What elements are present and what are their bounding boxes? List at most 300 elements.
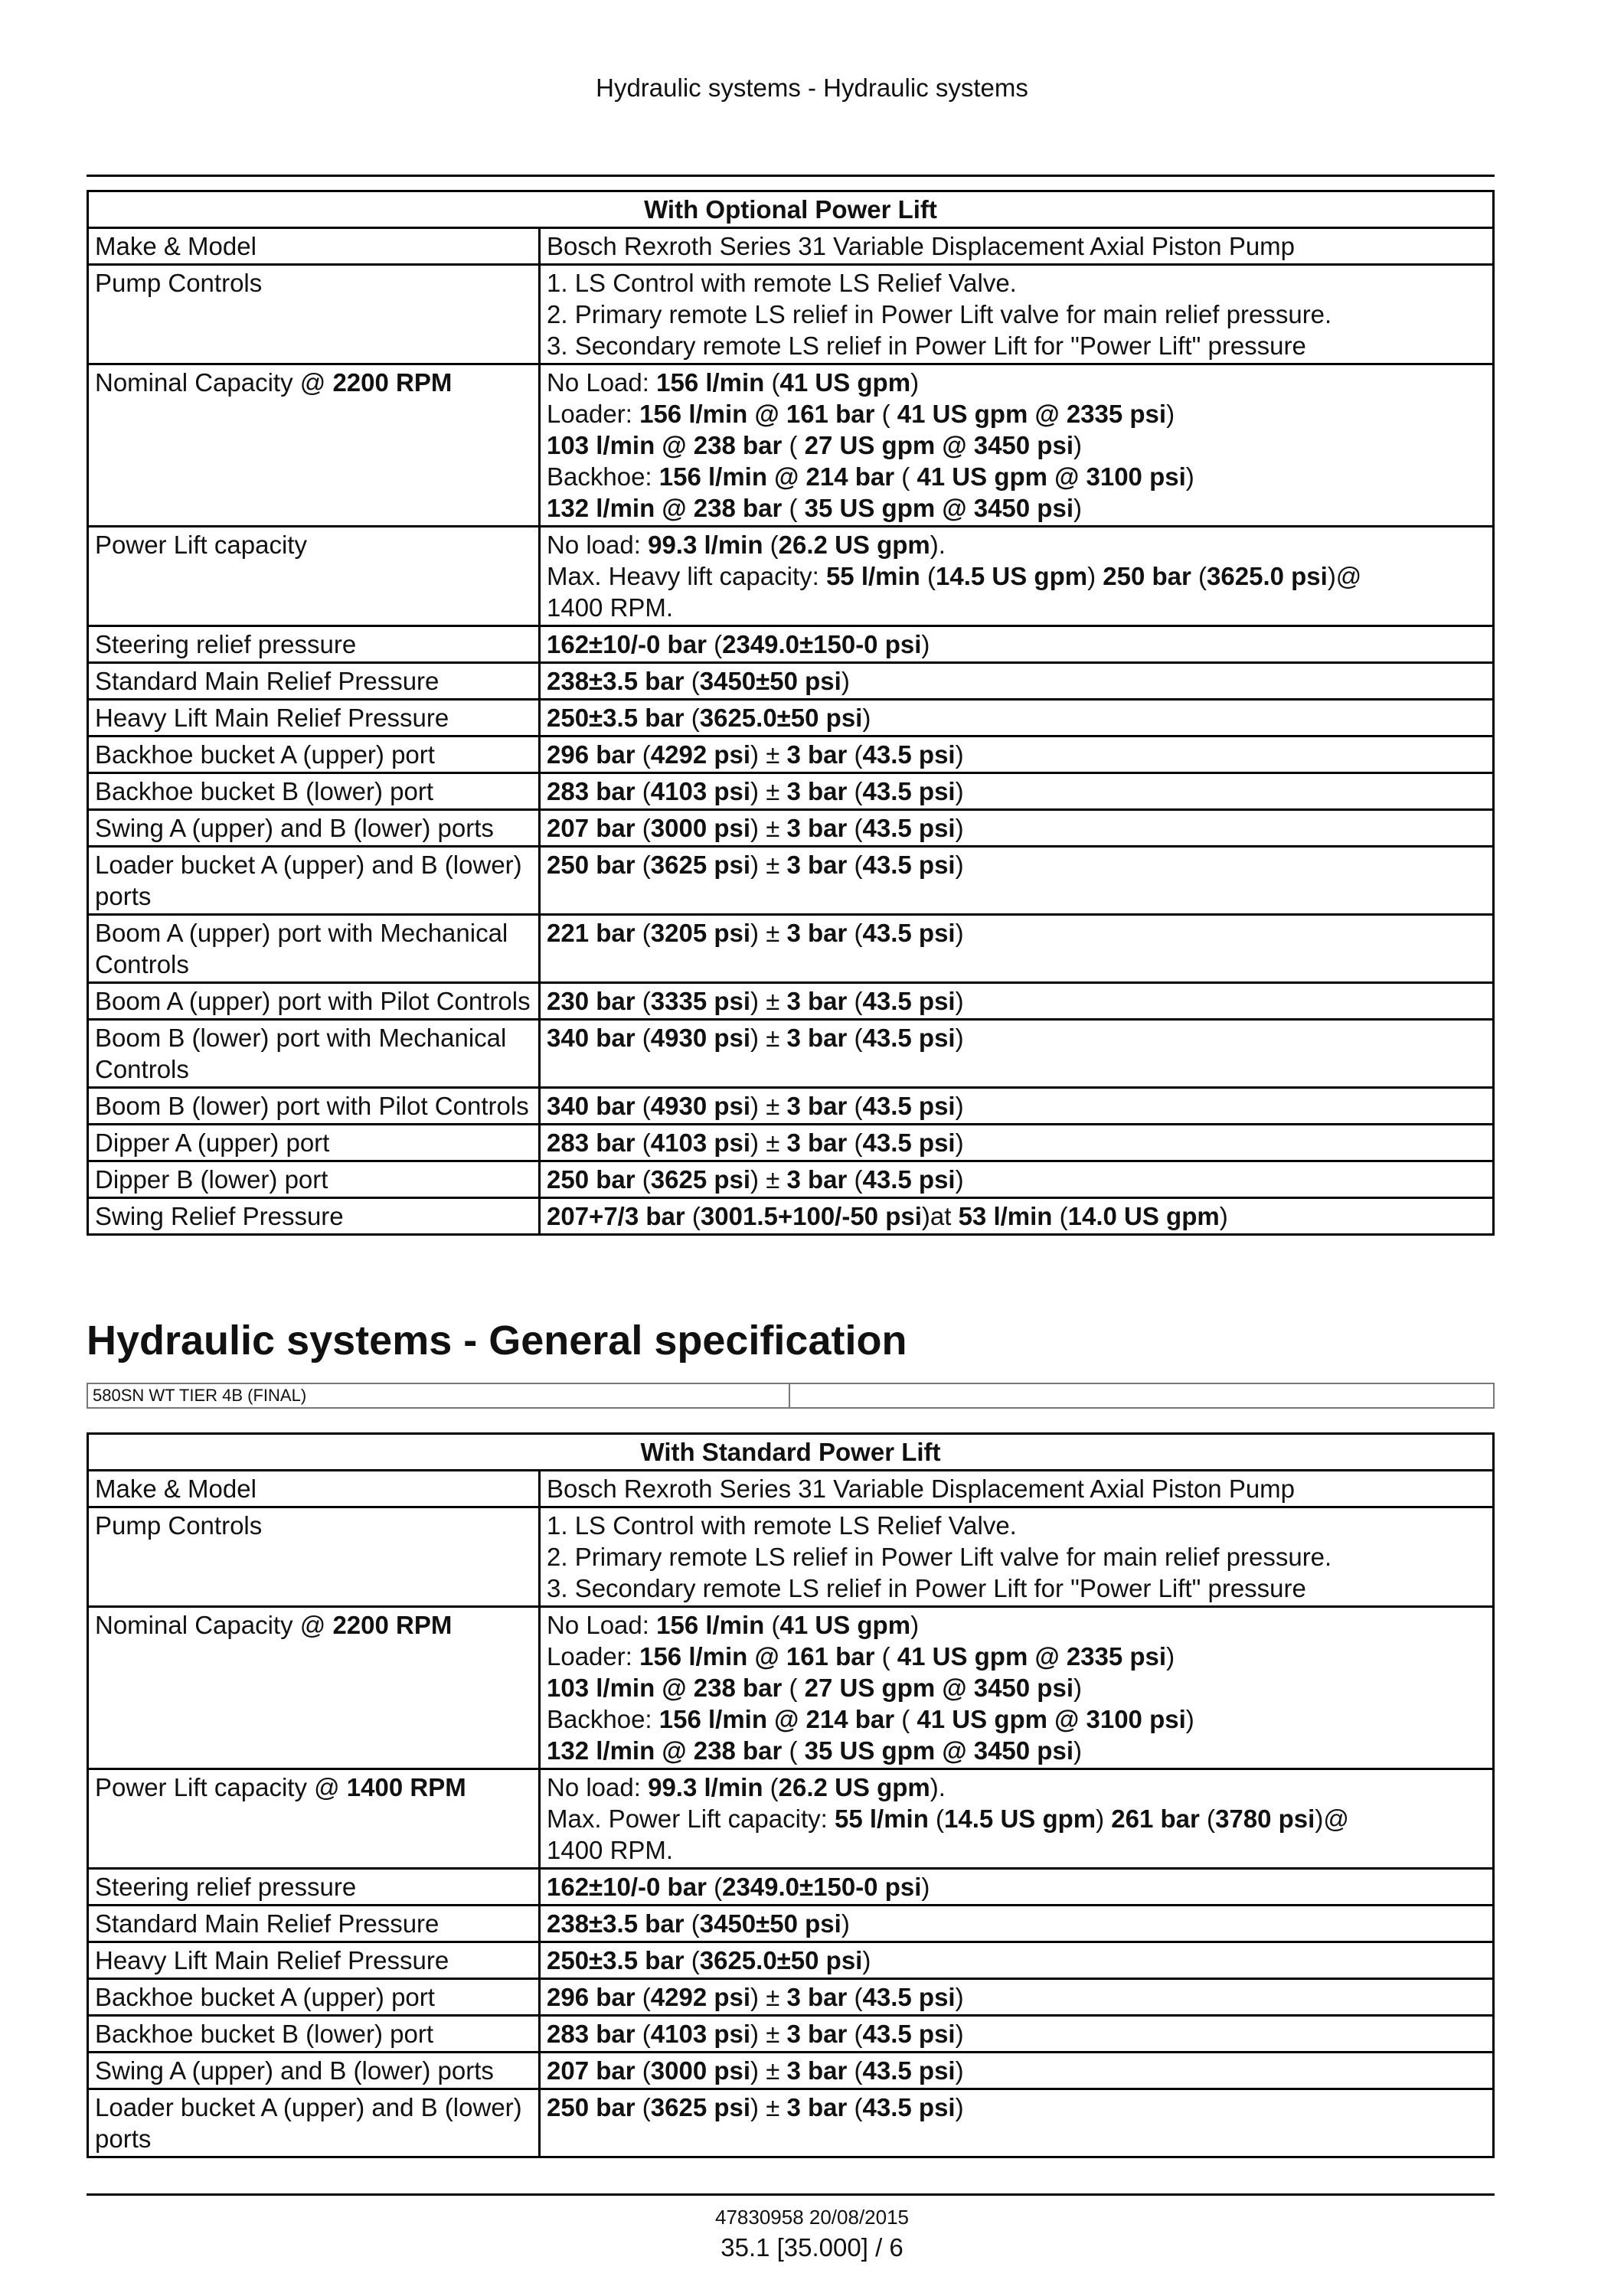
value-text: ) [841, 1909, 850, 1938]
value-text: ( [782, 431, 805, 459]
row-label: Pump Controls [88, 1507, 540, 1607]
value-text: ( [847, 1024, 863, 1052]
value-line [547, 592, 1486, 623]
value-text: 1. LS Control with remote LS Relief Valve. [547, 1511, 1017, 1540]
value-text: 3 bar [786, 740, 848, 769]
value-line [547, 1772, 1486, 1803]
value-text: ) ± [750, 2093, 787, 2121]
table-row [88, 1198, 1494, 1235]
value-line [547, 1473, 1486, 1504]
value-text: 207 bar [547, 814, 636, 842]
value-text: ( [685, 1202, 701, 1230]
row-value [540, 1088, 1494, 1125]
value-text: 41 US gpm @ 3100 psi [917, 462, 1186, 491]
table-row [88, 1471, 1494, 1507]
value-line [547, 267, 1486, 299]
value-text: 43.5 psi [862, 919, 956, 947]
value-text: 296 bar [547, 740, 636, 769]
model-strip [87, 1383, 1495, 1409]
value-text: ( [684, 667, 700, 695]
row-label: Swing A (upper) and B (lower) ports [88, 2053, 540, 2089]
footer-doc-ref: 47830958 20/08/2015 [714, 2206, 910, 2229]
row-value [540, 1869, 1494, 1906]
value-text: ( [684, 704, 700, 732]
value-text: 43.5 psi [862, 987, 956, 1015]
value-text: ) [955, 2093, 964, 2121]
value-text: 250±3.5 bar [547, 704, 685, 732]
value-text: 261 bar [1111, 1804, 1200, 1833]
table-row [88, 847, 1494, 915]
value-text: 35 US gpm @ 3450 psi [804, 494, 1073, 522]
value-text: 41 US gpm @ 2335 psi [897, 400, 1167, 428]
row-label: Swing Relief Pressure [88, 1198, 540, 1235]
value-text: ( [894, 1705, 917, 1733]
value-text: ) [910, 1611, 920, 1639]
value-text: 43.5 psi [862, 1128, 956, 1157]
label-text: Nominal Capacity @ [95, 368, 333, 397]
value-text: ( [920, 562, 936, 590]
table-row [88, 1869, 1494, 1906]
row-value [540, 1125, 1494, 1161]
value-text: 43.5 psi [862, 740, 956, 769]
value-text: ) [955, 2020, 964, 2048]
label-text: Power Lift capacity @ [95, 1773, 347, 1801]
value-text: 55 l/min [825, 562, 920, 590]
value-text: 53 l/min [958, 1202, 1053, 1230]
row-label: Steering relief pressure [88, 626, 540, 663]
row-value [540, 265, 1494, 364]
value-text: ) [955, 851, 964, 879]
row-label: Heavy Lift Main Relief Pressure [88, 1942, 540, 1979]
value-text: 1. LS Control with remote LS Relief Valve. [547, 269, 1017, 297]
value-text: 103 l/min @ 238 bar [547, 1674, 783, 1702]
value-text: 99.3 l/min [648, 1773, 763, 1801]
value-line [547, 2018, 1486, 2049]
value-text: ) [955, 814, 964, 842]
value-text: ( [847, 2020, 863, 2048]
value-text: ) [955, 1983, 964, 2011]
value-text: 296 bar [547, 1983, 636, 2011]
value-text: ) [1219, 1202, 1228, 1230]
value-text: ) [955, 1024, 964, 1052]
value-text: 250±3.5 bar [547, 1946, 685, 1974]
value-text: 27 US gpm @ 3450 psi [804, 431, 1073, 459]
value-text: ( [782, 1736, 805, 1765]
table-row [88, 736, 1494, 773]
value-text: 41 US gpm @ 2335 psi [897, 1642, 1167, 1671]
row-label: Backhoe bucket B (lower) port [88, 2016, 540, 2053]
value-text: ( [847, 1165, 863, 1194]
value-text: ) [955, 1128, 964, 1157]
table-row [88, 1088, 1494, 1125]
value-text: 3000 psi [650, 814, 751, 842]
value-text: ( [847, 919, 863, 947]
value-line [547, 461, 1486, 492]
value-text: 283 bar [547, 1128, 636, 1157]
value-text: 3 bar [786, 1983, 848, 2011]
value-text: ) [1073, 1674, 1082, 1702]
value-text: Max. Heavy lift capacity: [547, 562, 826, 590]
value-text: No Load: [547, 368, 657, 397]
value-text: ( [1199, 1804, 1216, 1833]
value-line [547, 1573, 1486, 1604]
value-line [547, 629, 1486, 660]
label-text: 1400 RPM [346, 1773, 466, 1801]
row-value [540, 847, 1494, 915]
value-text: 3335 psi [650, 987, 751, 1015]
value-text: 43.5 psi [862, 1092, 956, 1120]
value-text: ( [1052, 1202, 1068, 1230]
row-label: Boom B (lower) port with Pilot Controls [88, 1088, 540, 1125]
value-text: ( [635, 851, 651, 879]
value-text: ( [847, 777, 863, 805]
value-text: ) [1166, 1642, 1175, 1671]
value-text: Max. Power Lift capacity: [547, 1804, 835, 1833]
value-text: ( [847, 740, 863, 769]
value-text: 35 US gpm @ 3450 psi [804, 1736, 1073, 1765]
row-value [540, 626, 1494, 663]
value-text: ( [928, 1804, 945, 1833]
value-text: 156 l/min [656, 368, 765, 397]
row-label: Boom A (upper) port with Mechanical Controls [88, 915, 540, 983]
row-value [540, 1020, 1494, 1088]
value-text: ( [763, 1773, 779, 1801]
value-line [547, 2092, 1486, 2123]
value-text: ( [684, 1946, 700, 1974]
standard-power-lift-table [87, 1432, 1495, 2158]
table-row [88, 1769, 1494, 1869]
row-label: Dipper A (upper) port [88, 1125, 540, 1161]
value-text: 3000 psi [650, 2056, 751, 2085]
row-label: Loader bucket A (upper) and B (lower) ports [88, 847, 540, 915]
value-text: ( [706, 630, 723, 658]
value-text: 3001.5+100/-50 psi [700, 1202, 922, 1230]
value-text: 43.5 psi [862, 1983, 956, 2011]
value-text: ( [894, 462, 917, 491]
value-text: 2349.0±150-0 psi [722, 630, 922, 658]
value-text: Bosch Rexroth Series 31 Variable Displacement Axial Piston Pump [547, 1475, 1296, 1503]
value-text: 26.2 US gpm [778, 1773, 930, 1801]
value-text: ) ± [750, 1092, 787, 1120]
row-value [540, 700, 1494, 736]
row-value [540, 1161, 1494, 1198]
value-text: 3 bar [786, 2093, 848, 2121]
row-label: Steering relief pressure [88, 1869, 540, 1906]
value-text: ( [764, 368, 780, 397]
value-line [547, 812, 1486, 844]
table-row [88, 1020, 1494, 1088]
value-text: 3625 psi [650, 2093, 751, 2121]
value-text: 4103 psi [650, 2020, 751, 2048]
value-text: 43.5 psi [862, 851, 956, 879]
table-row [88, 2089, 1494, 2157]
value-line [547, 367, 1486, 398]
value-text: ( [847, 1128, 863, 1157]
value-line [547, 1908, 1486, 1939]
value-line [547, 330, 1486, 361]
value-text: 27 US gpm @ 3450 psi [804, 1674, 1073, 1702]
section-title: Hydraulic systems - General specification [87, 1318, 907, 1364]
table-title: With Standard Power Lift [88, 1434, 1494, 1471]
table-row [88, 1507, 1494, 1607]
table-row [88, 983, 1494, 1020]
value-text: 3780 psi [1215, 1804, 1315, 1833]
value-text: 14.5 US gpm [936, 562, 1088, 590]
value-text: ( [847, 1983, 863, 2011]
value-text: 162±10/-0 bar [547, 630, 707, 658]
table-row [88, 2053, 1494, 2089]
table-row [88, 265, 1494, 364]
row-label [88, 1607, 540, 1769]
model-name: 580SN WT TIER 4B (FINAL) [88, 1384, 790, 1407]
value-text: ( [635, 814, 651, 842]
value-text: 4292 psi [650, 1983, 751, 2011]
row-label [88, 364, 540, 527]
value-line [547, 1834, 1486, 1866]
value-text: 156 l/min @ 214 bar [658, 462, 895, 491]
row-value [540, 2089, 1494, 2157]
row-value [540, 1471, 1494, 1507]
value-line [547, 529, 1486, 560]
row-label: Make & Model [88, 1471, 540, 1507]
value-line [547, 1641, 1486, 1672]
value-text: 250 bar [1103, 562, 1191, 590]
value-text: )@ [1327, 562, 1362, 590]
label-text: 2200 RPM [332, 368, 453, 397]
value-text: ) [921, 630, 930, 658]
row-value [540, 1507, 1494, 1607]
table-row [88, 915, 1494, 983]
value-text: 99.3 l/min [648, 531, 763, 559]
label-text: 2200 RPM [332, 1611, 453, 1639]
value-text: ( [782, 494, 805, 522]
value-text: 3 bar [786, 814, 848, 842]
value-text: 41 US gpm @ 3100 psi [917, 1705, 1186, 1733]
value-text: ( [847, 851, 863, 879]
value-text: ) [955, 740, 964, 769]
value-line [547, 849, 1486, 880]
value-text: ) [841, 667, 850, 695]
value-text: 250 bar [547, 851, 636, 879]
value-text: ( [706, 1873, 723, 1901]
value-line [547, 1609, 1486, 1641]
value-text: ( [847, 814, 863, 842]
value-text: ) ± [750, 740, 787, 769]
value-text: 156 l/min @ 161 bar [639, 400, 875, 428]
value-line [547, 429, 1486, 461]
value-text: 3625.0±50 psi [699, 1946, 863, 1974]
value-text: 283 bar [547, 777, 636, 805]
value-text: No Load: [547, 1611, 657, 1639]
value-text: 26.2 US gpm [778, 531, 930, 559]
value-text: ( [847, 987, 863, 1015]
value-text: ) ± [750, 1024, 787, 1052]
value-text: ) [1185, 1705, 1194, 1733]
value-text: ( [635, 2093, 651, 2121]
value-text: 4930 psi [650, 1092, 751, 1120]
value-text: 132 l/min @ 238 bar [547, 1736, 783, 1765]
value-text: 3205 psi [650, 919, 751, 947]
value-text: ) ± [750, 2056, 787, 2085]
value-line [547, 1672, 1486, 1703]
value-text: 2. Primary remote LS relief in Power Lift valve for main relief pressure. [547, 1543, 1332, 1571]
value-text: 132 l/min @ 238 bar [547, 494, 783, 522]
value-line [547, 1022, 1486, 1053]
row-value [540, 2016, 1494, 2053]
row-label: Backhoe bucket A (upper) port [88, 736, 540, 773]
row-value [540, 1607, 1494, 1769]
value-line [547, 985, 1486, 1017]
value-text: 43.5 psi [862, 777, 956, 805]
value-text: 41 US gpm [779, 368, 911, 397]
value-text: ( [782, 1674, 805, 1702]
value-text: Loader: [547, 400, 640, 428]
value-line [547, 2055, 1486, 2086]
row-value [540, 1198, 1494, 1235]
value-text: ( [764, 1611, 780, 1639]
value-text: ) [862, 1946, 871, 1974]
value-text: Bosch Rexroth Series 31 Variable Displacement Axial Piston Pump [547, 232, 1296, 260]
value-text: ) ± [750, 919, 787, 947]
value-text: 3 bar [786, 2020, 848, 2048]
value-text: ) ± [750, 1983, 787, 2011]
value-text: ) [1087, 562, 1103, 590]
row-label: Backhoe bucket B (lower) port [88, 773, 540, 810]
row-label: Loader bucket A (upper) and B (lower) ports [88, 2089, 540, 2157]
value-text: 2349.0±150-0 psi [722, 1873, 922, 1901]
table-row [88, 364, 1494, 527]
row-label: Pump Controls [88, 265, 540, 364]
value-text: ( [635, 740, 651, 769]
table-row [88, 1906, 1494, 1942]
value-text: )at [921, 1202, 959, 1230]
value-text: ) [1073, 494, 1082, 522]
row-value [540, 2053, 1494, 2089]
value-text: 3 bar [786, 1024, 848, 1052]
value-text: 14.0 US gpm [1067, 1202, 1220, 1230]
value-text: ( [635, 1092, 651, 1120]
value-line [547, 1981, 1486, 2013]
value-text: ( [635, 1983, 651, 2011]
value-line [547, 492, 1486, 524]
row-label: Standard Main Relief Pressure [88, 1906, 540, 1942]
value-text: ) ± [750, 1165, 787, 1194]
value-text: ) [1166, 400, 1175, 428]
value-text: 162±10/-0 bar [547, 1873, 707, 1901]
value-line [547, 1510, 1486, 1541]
value-text: ( [684, 1909, 700, 1938]
row-value [540, 1979, 1494, 2016]
value-text: )@ [1315, 1804, 1349, 1833]
value-line [547, 702, 1486, 733]
value-text: 4103 psi [650, 777, 751, 805]
value-text: ). [930, 1773, 946, 1801]
value-text: ) ± [750, 777, 787, 805]
value-text: 43.5 psi [862, 2093, 956, 2121]
table-row [88, 1607, 1494, 1769]
value-text: 3625 psi [650, 851, 751, 879]
value-text: 340 bar [547, 1092, 636, 1120]
table-row [88, 1979, 1494, 2016]
value-text: 3 bar [786, 919, 848, 947]
value-text: ). [930, 531, 946, 559]
value-text: Loader: [547, 1642, 640, 1671]
optional-power-lift-table [87, 190, 1495, 1236]
row-label: Boom B (lower) port with Mechanical Controls [88, 1020, 540, 1088]
value-text: ) [1096, 1804, 1112, 1833]
value-line [547, 1803, 1486, 1834]
value-text: Backhoe: [547, 462, 659, 491]
value-text: No load: [547, 531, 649, 559]
row-value [540, 736, 1494, 773]
value-text: ( [635, 1128, 651, 1157]
value-text: 4292 psi [650, 740, 751, 769]
value-line [547, 1200, 1486, 1232]
value-text: 283 bar [547, 2020, 636, 2048]
value-line [547, 299, 1486, 330]
value-text: 1400 RPM. [547, 1836, 674, 1864]
row-label: Dipper B (lower) port [88, 1161, 540, 1198]
page-header: Hydraulic systems - Hydraulic systems [596, 73, 1028, 102]
table-row [88, 527, 1494, 626]
value-text: ( [763, 531, 779, 559]
value-text: ) [1185, 462, 1194, 491]
value-text: No load: [547, 1773, 649, 1801]
value-text: ) [955, 2056, 964, 2085]
value-text: ) ± [750, 851, 787, 879]
value-text: ( [635, 2020, 651, 2048]
value-text: 41 US gpm [779, 1611, 911, 1639]
value-text: 3625.0 psi [1207, 562, 1328, 590]
row-value [540, 773, 1494, 810]
row-value [540, 1906, 1494, 1942]
value-text: ) [955, 777, 964, 805]
value-text: 103 l/min @ 238 bar [547, 431, 783, 459]
row-value [540, 228, 1494, 265]
value-text: 3 bar [786, 987, 848, 1015]
value-text: 250 bar [547, 2093, 636, 2121]
value-text: 55 l/min [834, 1804, 929, 1833]
value-text: 3625 psi [650, 1165, 751, 1194]
value-text: ( [635, 777, 651, 805]
value-text: ) [1073, 431, 1082, 459]
header-rule [87, 175, 1495, 177]
value-text: 3625.0±50 psi [699, 704, 863, 732]
label-text: Nominal Capacity @ [95, 1611, 333, 1639]
value-text: ( [847, 2056, 863, 2085]
value-text: 1400 RPM. [547, 593, 674, 622]
value-line [547, 1127, 1486, 1158]
value-line [547, 665, 1486, 697]
model-value [790, 1384, 795, 1407]
value-text: ) [955, 1165, 964, 1194]
row-value [540, 810, 1494, 847]
value-text: ) ± [750, 987, 787, 1015]
table-row [88, 626, 1494, 663]
value-text: 43.5 psi [862, 2056, 956, 2085]
row-label: Backhoe bucket A (upper) port [88, 1979, 540, 2016]
table-row [88, 1942, 1494, 1979]
value-text: ( [635, 2056, 651, 2085]
value-text: ( [635, 1165, 651, 1194]
value-text: ( [635, 987, 651, 1015]
table-row [88, 228, 1494, 265]
value-line [547, 1735, 1486, 1766]
value-text: ( [635, 919, 651, 947]
value-text: ( [635, 1024, 651, 1052]
row-label: Standard Main Relief Pressure [88, 663, 540, 700]
row-label: Swing A (upper) and B (lower) ports [88, 810, 540, 847]
